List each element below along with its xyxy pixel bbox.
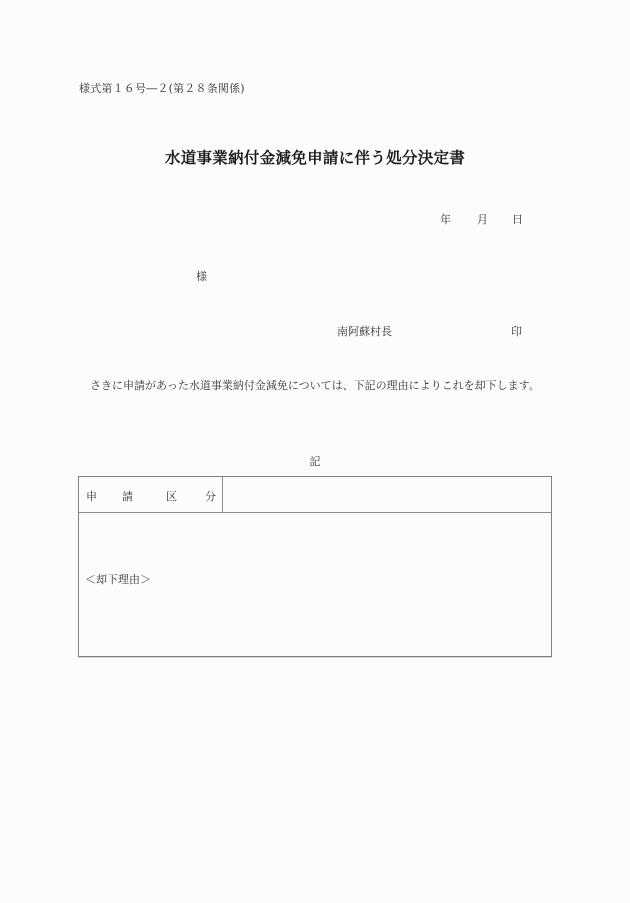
rejection-reason-area[interactable] [79, 513, 551, 656]
date-day-label: 日 [512, 213, 523, 226]
ki-heading: 記 [309, 455, 321, 468]
document-title: 水道事業納付金減免申請に伴う処分決定書 [164, 148, 466, 167]
body-text: さきに申請があった水道事業納付金減免については、下記の理由によりこれを却下します。 [90, 379, 540, 392]
date-year-label: 年 [440, 213, 451, 226]
label-char: 請 [122, 490, 133, 503]
date-month-label: 月 [477, 213, 488, 226]
label-char: 分 [205, 490, 216, 503]
application-category-row [79, 477, 551, 513]
label-char: 申 [86, 490, 97, 503]
application-category-label [79, 477, 223, 512]
form-number: 様式第１６号―２(第２８条関係) [79, 82, 245, 95]
application-table [78, 476, 552, 657]
issuer-name: 南阿蘇村長 [337, 325, 392, 338]
addressee-suffix: 様 [196, 270, 207, 283]
application-category-value[interactable] [223, 477, 551, 512]
seal-mark: 印 [511, 325, 522, 338]
rejection-reason-label: ＜却下理由＞ [85, 573, 151, 586]
label-char: 区 [166, 490, 177, 503]
